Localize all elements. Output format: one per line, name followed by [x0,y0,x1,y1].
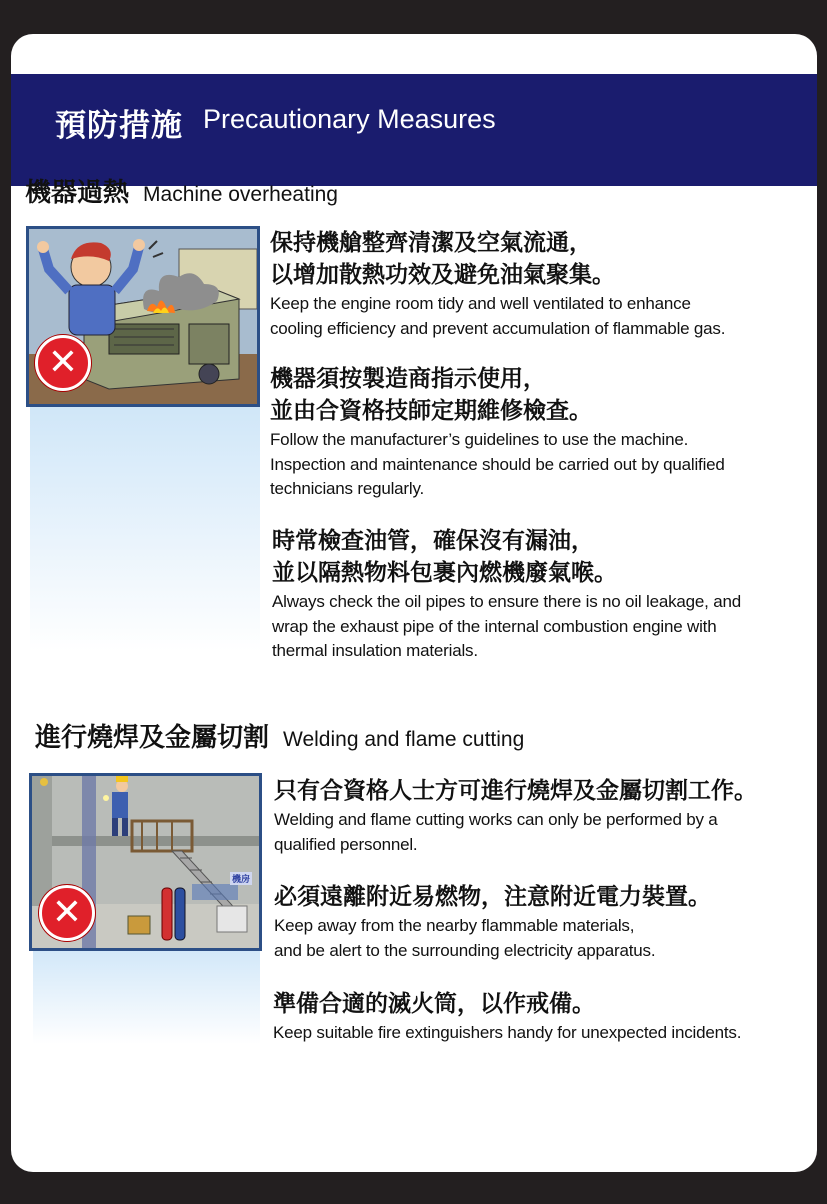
item-zh-line: 機器須按製造商指示使用， [270,365,546,391]
section-title-machine-overheating [25,172,338,209]
item-zh-line: 並以隔熱物料包裹內燃機廢氣喉。 [272,559,617,585]
item-en-line: wrap the exhaust pipe of the internal combustion engine with [272,616,717,636]
list-item [274,880,814,963]
item-zh-line: 準備合適的滅火筒，以作戒備。 [273,990,595,1016]
item-en-line: Follow the manufacturer’s guidelines to use the machine. [270,430,689,449]
section-title-zh: 進行燒焊及金屬切割 [35,722,270,752]
prohibited-x-icon: ✕ [39,885,95,941]
section-title-en: Welding and flame cutting [283,728,525,751]
section-title-zh: 機器過熱 [25,177,130,207]
item-en-line: technicians regularly. [270,479,425,498]
illustration-fade [30,402,260,652]
prohibited-x-icon: ✕ [35,335,91,391]
item-zh-line: 保持機艙整齊清潔及空氣流通， [270,229,592,255]
header-title-en: Precautionary Measures [203,104,496,134]
item-en-line: thermal insulation materials. [272,641,478,660]
illustration-fade [33,944,260,1044]
section-title-welding [35,717,524,754]
engine-room-sign: 機房 [232,874,251,884]
item-en-line: cooling efficiency and prevent accumulation of flammable gas. [270,318,726,338]
item-zh-line: 時常檢查油管，確保沒有漏油， [272,527,594,553]
list-item [270,226,810,341]
item-en-line: Always check the oil pipes to ensure there is no oil leakage, and [272,592,741,611]
item-zh-line: 必須遠離附近易燃物，注意附近電力裝置。 [274,883,711,909]
item-zh-line: 以增加散熱功效及避免油氣聚集。 [270,261,615,287]
list-item [272,524,812,664]
info-card [11,34,817,1172]
item-zh-line: 並由合資格技師定期維修檢查。 [270,397,592,423]
header-banner [11,74,817,186]
item-en-line: Welding and flame cutting works can only be performed by a [274,810,718,829]
item-en-line: qualified personnel. [274,834,418,854]
list-item [270,362,810,502]
item-en-line: Keep suitable fire extinguishers handy for unexpected incidents. [273,1023,742,1042]
list-item [273,987,813,1046]
item-en-line: Inspection and maintenance should be carried out by qualified [270,454,725,474]
item-zh-line: 只有合資格人士方可進行燒焊及金屬切割工作。 [274,777,757,803]
item-en-line: and be alert to the surrounding electricity apparatus. [274,940,656,960]
item-en-line: Keep the engine room tidy and well ventilated to enhance [270,294,691,313]
item-en-line: Keep away from the nearby flammable materials, [274,916,635,935]
welding-in-engine-room-icon [29,773,262,951]
worker-with-overheating-machine-icon [26,226,260,407]
list-item [274,774,814,857]
header-title-zh: 預防措施 [55,108,183,143]
section-title-en: Machine overheating [143,183,338,206]
